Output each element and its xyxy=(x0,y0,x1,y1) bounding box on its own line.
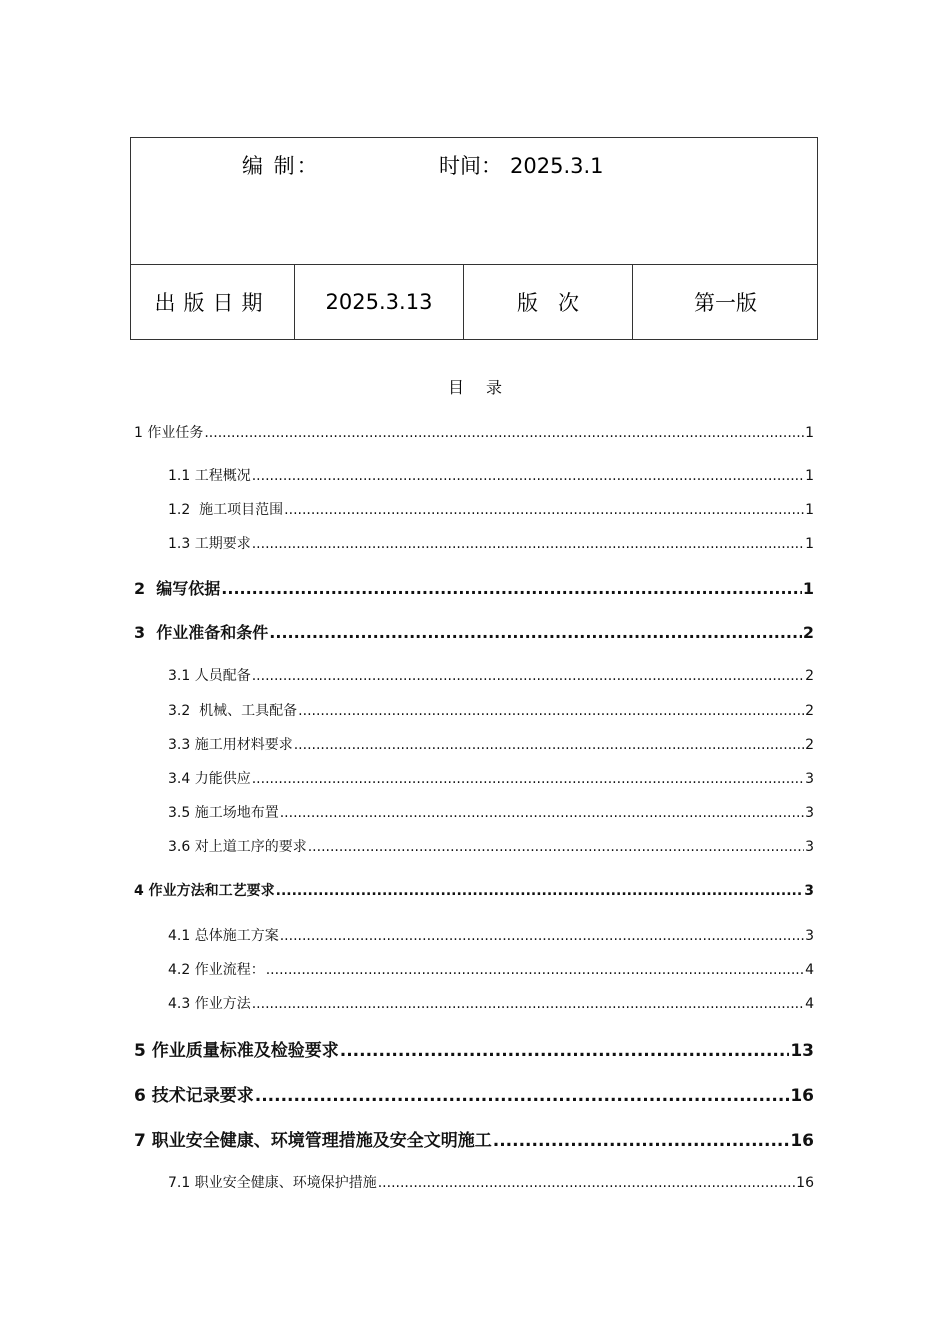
toc-entry[interactable]: 1.1 工程概况 ..... 1 xyxy=(168,465,814,485)
toc-entry[interactable]: 3 作业准备和条件 ..... 2 xyxy=(134,620,814,643)
time-value: 2025.3.1 xyxy=(510,154,604,178)
publish-date-label: 出版日期 xyxy=(131,264,295,340)
time-field xyxy=(439,150,604,180)
toc-entry[interactable]: 1.2 施工项目范围 ..... 1 xyxy=(168,499,814,519)
toc-entry[interactable]: 4 作业方法和工艺要求 ..... 3 xyxy=(134,880,814,900)
publish-row xyxy=(131,264,817,340)
toc-entry[interactable]: 2 编写依据 ..... 1 xyxy=(134,576,814,599)
toc-title: 目录 xyxy=(447,378,524,397)
toc-entry[interactable]: 5 作业质量标准及检验要求 ..... 13 xyxy=(134,1036,814,1061)
toc-entry[interactable]: 4.3 作业方法 ..... 4 xyxy=(168,993,814,1013)
edition-value: 第一版 xyxy=(694,291,757,315)
toc-entry[interactable]: 3.1 人员配备 ..... 2 xyxy=(168,665,814,685)
toc-entry[interactable]: 4.2 作业流程： ..... 4 xyxy=(168,959,814,979)
toc-entry[interactable]: 6 技术记录要求 ..... 16 xyxy=(134,1081,814,1106)
toc-entry[interactable]: 3.3 施工用材料要求 ..... 2 xyxy=(168,734,814,754)
toc-entry[interactable]: 3.6 对上道工序的要求 ..... 3 xyxy=(168,836,814,856)
toc-entry[interactable]: 3.2 机械、工具配备 ..... 2 xyxy=(168,700,814,720)
compiler-row xyxy=(131,138,817,265)
toc-entry[interactable]: 1.3 工期要求 ..... 1 xyxy=(168,533,814,553)
header-info-table xyxy=(130,137,818,340)
toc-entry[interactable]: 1 作业任务 ..... 1 xyxy=(134,422,814,442)
compiler-label: 编 制： xyxy=(242,154,320,178)
edition-label: 版 次 xyxy=(464,264,633,340)
toc-entry[interactable]: 7.1 职业安全健康、环境保护措施 ..... 16 xyxy=(168,1172,814,1192)
toc-entry[interactable]: 4.1 总体施工方案 ..... 3 xyxy=(168,925,814,945)
toc-entry[interactable]: 3.4 力能供应 ..... 3 xyxy=(168,768,814,788)
toc-entry[interactable]: 7 职业安全健康、环境管理措施及安全文明施工 ..... 16 xyxy=(134,1126,814,1151)
toc-entry[interactable]: 3.5 施工场地布置 ..... 3 xyxy=(168,802,814,822)
time-label: 时间： xyxy=(439,154,502,178)
publish-date-value: 2025.3.13 xyxy=(295,264,464,340)
